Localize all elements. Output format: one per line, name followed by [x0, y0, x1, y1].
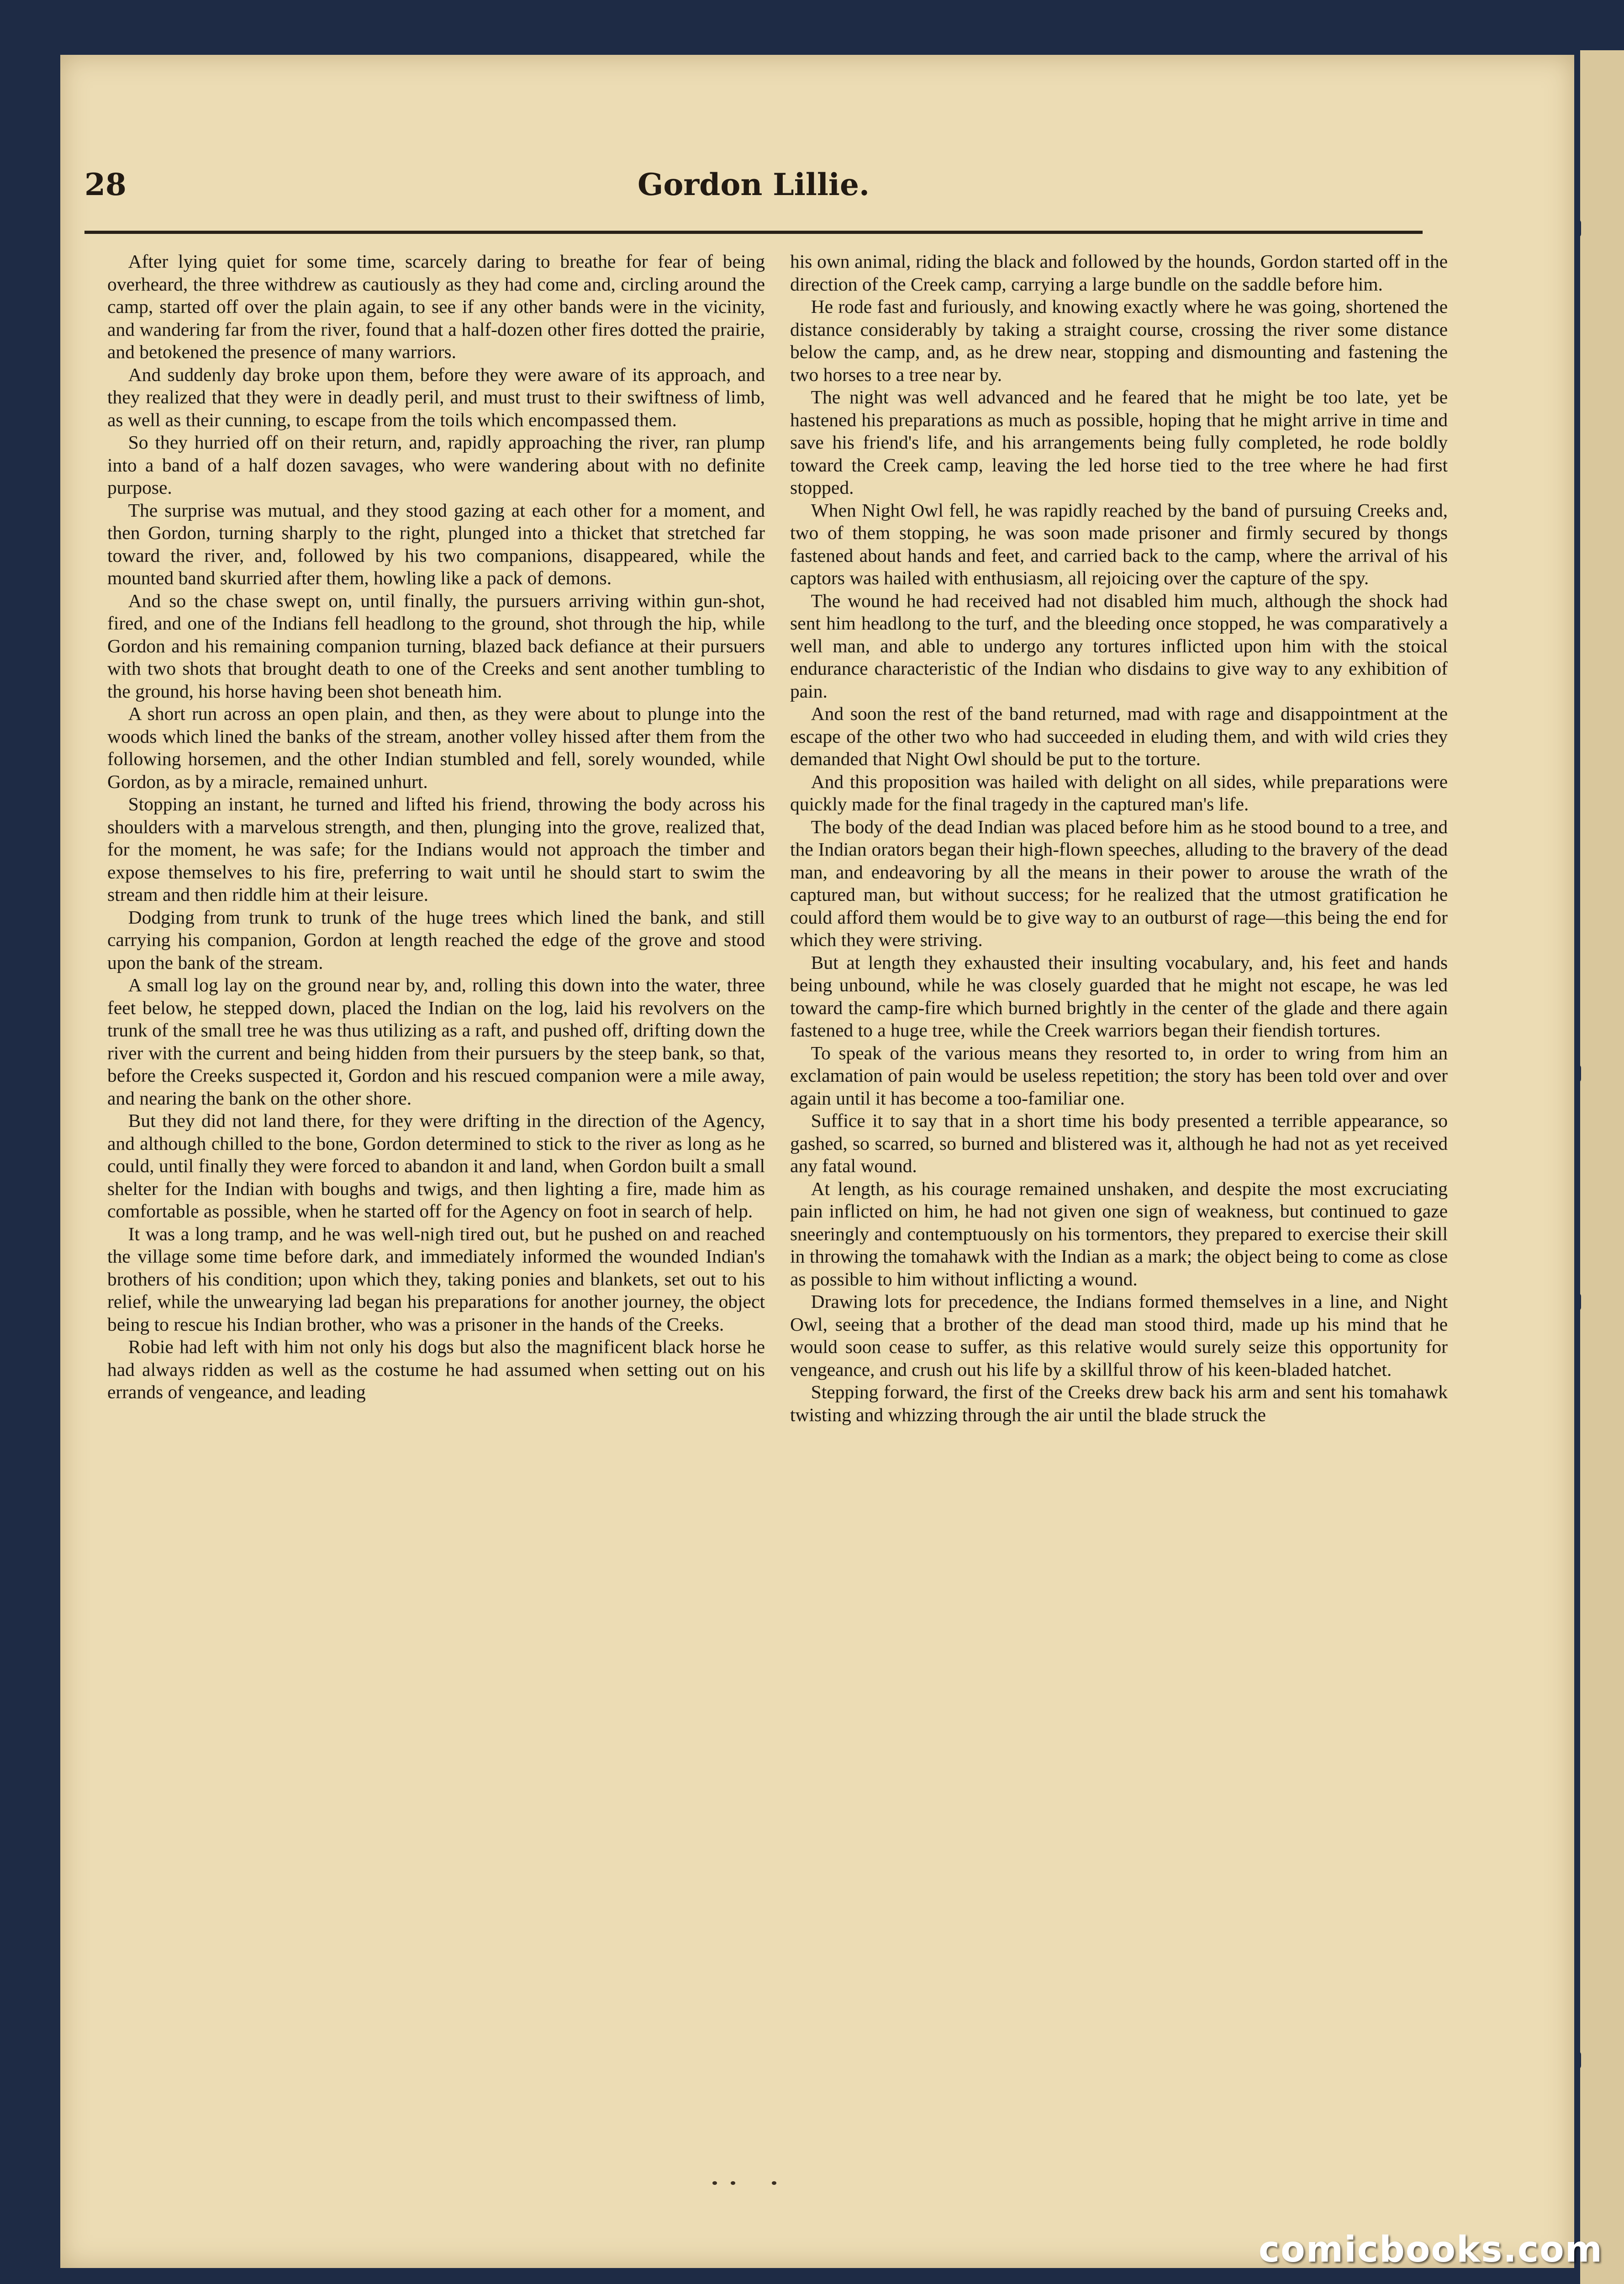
paragraph: Suffice it to say that in a short time his body presented a terrible appearance, so gashed, so scarred, so burned and blistered was it, although he had not as yet received any fatal wound.: [790, 1110, 1448, 1176]
left-text-column: [107, 250, 765, 2155]
paragraph: And soon the rest of the band returned, mad with rage and disappointment at the escape of the other two who had succeeded in eluding them, and with wild cries they demanded that Night Owl should be put to the torture.: [790, 703, 1448, 769]
paragraph: To speak of the various means they resorted to, in order to wring from him an exclamation of pain would be useless repetition; the story has been told over and over again until it has become a too-familiar one.: [790, 1042, 1448, 1109]
paragraph: Stopping an instant, he turned and lifted his friend, throwing the body across his shoulders with a marvelous strength, and then, plunging into the grove, realized that, for the moment, he was safe; for the Indians would not approach the timber and expose themselves to his fire, preferring to wait until he should start to swim the stream and then riddle him at their leisure.: [107, 793, 765, 905]
paragraph: He rode fast and furiously, and knowing exactly where he was going, shortened the distance considerably by taking a straight course, crossing the river some distance below the camp, and, as he drew near, stopping and dismounting and fastening the two horses to a tree near by.: [790, 296, 1448, 385]
paragraph: After lying quiet for some time, scarcely daring to breathe for fear of being overheard, the three withdrew as cautiously as they had come and, circling around the camp, started off over the plain again, to see if any other bands were in the vicinity, and wandering far from the river, found that a half-dozen other fires dotted the prairie, and betokened the presence of many warriors.: [107, 251, 765, 362]
paragraph: It was a long tramp, and he was well-nigh tired out, but he pushed on and reached the village some time before dark, and immediately informed the wounded Indian's brothers of his condition; upon which they, taking ponies and blankets, set out to his relief, while the unwearying lad began his preparations for another journey, the object being to rescue his Indian brother, who was a prisoner in the hands of the Creeks.: [107, 1223, 765, 1335]
paragraph: At length, as his courage remained unshaken, and despite the most excruciating pain inflicted on him, he had not given one sign of weakness, but continued to gaze sneeringly and contemptuously on his tormentors, they prepared to exercise their skill in throwing the tomahawk with the Indian as a mark; the object being to come as close as possible to him without inflicting a wound.: [790, 1178, 1448, 1290]
paragraph: The wound he had received had not disabled him much, although the shock had sent him headlong to the turf, and the bleeding once stopped, he was comparatively a well man, and able to undergo any tortures inflicted upon him with the stoical endurance characteristic of the Indian who disdains to give way to any exhibition of pain.: [790, 590, 1448, 702]
paragraph: The surprise was mutual, and they stood gazing at each other for a moment, and then Gordon, turning sharply to the right, plunged into a thicket that stretched far toward the river, and, followed by his two companions, disappeared, while the mounted band skurried after them, howling like a pack of demons.: [107, 499, 765, 588]
paragraph: But at length they exhausted their insulting vocabulary, and, his feet and hands being unbound, while he was closely guarded that he might not escape, he was led toward the camp-fire which burned brightly in the center of the glade and there again fastened to a huge tree, while the Creek warriors began their fiendish tortures.: [790, 952, 1448, 1041]
paragraph: The body of the dead Indian was placed before him as he stood bound to a tree, and the Indian orators began their high-flown speeches, alluding to the bravery of the dead man, and endeavoring by all the means in their power to arouse the wrath of the captured man, but without success; for he realized that the utmost gratification he could afford them would be to give way to an outburst of rage—this being the end for which they were striving.: [790, 816, 1448, 950]
paragraph: Drawing lots for precedence, the Indians formed themselves in a line, and Night Owl, seeing that a brother of the dead man stood third, made up his mind that he would soon cease to suffer, as this relative would surely seize this opportunity for vengeance, and crush out his life by a skillful throw of his keen-bladed hatchet.: [790, 1291, 1448, 1380]
adjacent-page-edge: [1580, 50, 1624, 2284]
page-number: 28: [84, 167, 127, 202]
paragraph: Dodging from trunk to trunk of the huge trees which lined the bank, and still carrying his companion, Gordon at length reached the edge of the grove and stood upon the bank of the stream.: [107, 906, 765, 973]
paragraph: A small log lay on the ground near by, and, rolling this down into the water, three feet below, he stepped down, placed the Indian on the log, laid his revolvers on the trunk of the small tree he was thus utilizing as a raft, and pushed off, drifting down the river with the current and being hidden from their pursuers by the steep bank, so that, before the Creeks suspected it, Gordon and his rescued companion were a mile away, and nearing the bank on the other shore.: [107, 974, 765, 1109]
paragraph: Stepping forward, the first of the Creeks drew back his arm and sent his tomahawk twisting and whizzing through the air until the blade struck the: [790, 1381, 1448, 1425]
paragraph: When Night Owl fell, he was rapidly reached by the band of pursuing Creeks and, two of them stopping, he was soon made prisoner and firmly secured by thongs fastened about hands and feet, and carried back to the camp, where the arrival of his captors was hailed with enthusiasm, all rejoicing over the capture of the spy.: [790, 499, 1448, 588]
running-title: Gordon Lillie.: [638, 167, 870, 202]
header-rule: [84, 231, 1423, 234]
paragraph: his own animal, riding the black and followed by the hounds, Gordon started off in the direction of the Creek camp, carrying a large bundle on the saddle before him.: [790, 251, 1448, 295]
paragraph: Robie had left with him not only his dogs but also the magnificent black horse he had always ridden as well as the costume he had assumed when setting out on his errands of vengeance, and leading: [107, 1336, 765, 1402]
watermark-logo: comicbooks.com: [1258, 2229, 1603, 2270]
paragraph: A short run across an open plain, and then, as they were about to plunge into the woods which lined the banks of the stream, another volley hissed after them from the following horsemen, and the other Indian stumbled and fell, sorely wounded, while Gordon, as by a miracle, remained unhurt.: [107, 703, 765, 792]
right-text-column: [790, 250, 1448, 2155]
paragraph: And suddenly day broke upon them, before they were aware of its approach, and they realized that they were in deadly peril, and must trust to their swiftness of limb, as well as their cunning, to escape from the toils which encompassed them.: [107, 364, 765, 430]
paragraph: The night was well advanced and he feared that he might be too late, yet be hastened his preparations as much as possible, hoping that he might arrive in time and save his friend's life, and his arrangements being fully completed, he rode boldly toward the Creek camp, leaving the led horse tied to the tree where he had first stopped.: [790, 386, 1448, 498]
paragraph: So they hurried off on their return, and, rapidly approaching the river, ran plump into a band of a half dozen savages, who were wandering about with no definite purpose.: [107, 432, 765, 498]
footer-print-mark: [703, 2177, 822, 2190]
page-header: [84, 167, 1423, 217]
paragraph: And so the chase swept on, until finally, the pursuers arriving within gun-shot, fired, and one of the Indians fell headlong to the ground, shot through the hip, while Gordon and his remaining companion turning, blazed back defiance at their pursuers with two shots that brought death to one of the Creeks and sent another tumbling to the ground, his horse having been shot beneath him.: [107, 590, 765, 702]
paragraph: But they did not land there, for they were drifting in the direction of the Agency, and although chilled to the bone, Gordon determined to stick to the river as long as he could, until finally they were forced to abandon it and land, when Gordon built a small shelter for the Indian with boughs and twigs, and then lighting a fire, made him as comfortable as possible, when he started off for the Agency on foot in search of help.: [107, 1110, 765, 1221]
paragraph: And this proposition was hailed with delight on all sides, while preparations were quickly made for the final tragedy in the captured man's life.: [790, 771, 1448, 814]
